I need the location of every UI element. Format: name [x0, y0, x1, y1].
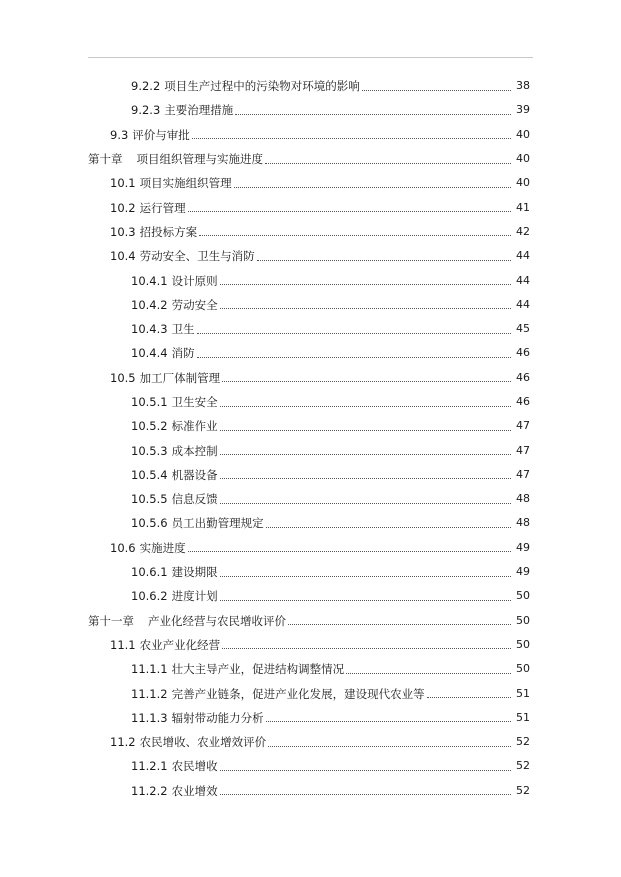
dot-leader [220, 430, 511, 431]
toc-entry-number: 10.5 [110, 370, 136, 385]
toc-entry-page-number: 49 [516, 565, 530, 579]
toc-entry-page-number: 46 [516, 370, 530, 384]
toc-entry-title: 信息反馈 [171, 492, 218, 507]
toc-entry-page-number: 39 [516, 103, 530, 117]
toc-entry[interactable] [0, 609, 621, 633]
toc-entry-number: 10.4.4 [131, 346, 168, 361]
dot-leader [220, 308, 511, 309]
toc-entry[interactable] [0, 730, 621, 754]
toc-entry-number: 9.3 [110, 127, 129, 142]
toc-entry-title: 加工厂体制管理 [139, 370, 221, 385]
dot-leader [234, 187, 511, 188]
dot-leader [362, 90, 511, 91]
toc-entry[interactable] [0, 463, 621, 487]
toc-entry-number: 9.2.2 [131, 79, 161, 94]
dot-leader [188, 211, 511, 212]
toc-entry-title: 招投标方案 [139, 224, 198, 239]
toc-entry-number: 10.6.1 [131, 565, 168, 580]
toc-entry[interactable] [0, 390, 621, 414]
toc-entry[interactable] [0, 317, 621, 341]
toc-entry-number: 9.2.3 [131, 103, 161, 118]
toc-entry-title: 农民增收 [171, 759, 218, 774]
toc-entry-number: 10.3 [110, 224, 136, 239]
toc-entry[interactable] [0, 74, 621, 98]
toc-entry-page-number: 48 [516, 516, 530, 530]
toc-entry-page-number: 50 [516, 589, 530, 603]
dot-leader [197, 357, 511, 358]
toc-entry-number: 第十一章 [88, 613, 134, 628]
toc-entry-number: 10.4.1 [131, 273, 168, 288]
toc-entry-page-number: 41 [516, 200, 530, 214]
toc-entry-page-number: 40 [516, 127, 530, 141]
toc-entry[interactable] [0, 657, 621, 681]
table-of-contents [0, 74, 621, 803]
toc-entry[interactable] [0, 147, 621, 171]
dot-leader [192, 138, 511, 139]
toc-entry-page-number: 38 [516, 79, 530, 93]
toc-entry-number: 11.2.2 [131, 783, 168, 798]
toc-entry-title: 实施进度 [139, 540, 186, 555]
toc-entry[interactable] [0, 754, 621, 778]
dot-leader [220, 454, 511, 455]
toc-entry-page-number: 52 [516, 759, 530, 773]
header-rule [88, 57, 533, 58]
toc-entry-title: 卫生安全 [171, 395, 218, 409]
toc-entry-title: 完善产业链条，促进产业化发展，建设现代农业等 [171, 686, 425, 701]
toc-entry-title: 卫生 [171, 322, 195, 337]
toc-entry[interactable] [0, 293, 621, 317]
toc-entry[interactable] [0, 633, 621, 657]
toc-entry-page-number: 44 [516, 297, 530, 311]
toc-entry-title: 农民增收、农业增效评价 [139, 735, 267, 750]
toc-entry-number: 10.4.2 [131, 297, 168, 312]
toc-entry-title: 机器设备 [171, 467, 218, 482]
toc-entry[interactable] [0, 414, 621, 438]
toc-entry[interactable] [0, 560, 621, 584]
toc-entry-page-number: 40 [516, 152, 530, 166]
toc-entry-page-number: 52 [516, 735, 530, 749]
dot-leader [427, 697, 511, 698]
dot-leader [288, 624, 511, 625]
dot-leader [220, 600, 511, 601]
dot-leader [220, 284, 511, 285]
dot-leader [265, 163, 511, 164]
dot-leader [266, 721, 511, 722]
toc-entry-title: 主要治理措施 [164, 103, 234, 118]
dot-leader [346, 673, 511, 674]
toc-entry-number: 10.4.3 [131, 322, 168, 337]
toc-entry-number: 10.4 [110, 249, 136, 264]
toc-entry-page-number: 42 [516, 224, 530, 238]
toc-entry[interactable] [0, 779, 621, 803]
toc-entry-title: 标准作业 [171, 419, 218, 434]
toc-entry-title: 运行管理 [139, 200, 186, 215]
dot-leader [220, 503, 511, 504]
toc-entry[interactable] [0, 98, 621, 122]
dot-leader [220, 576, 511, 577]
toc-entry-number: 11.1.3 [131, 710, 168, 725]
toc-entry-number: 11.1 [110, 637, 136, 652]
toc-entry-title: 项目实施组织管理 [139, 176, 232, 191]
dot-leader [222, 381, 511, 382]
toc-entry[interactable] [0, 244, 621, 268]
toc-entry-number: 10.5.1 [131, 395, 168, 409]
toc-entry-title: 壮大主导产业，促进结构调整情况 [171, 662, 345, 677]
toc-entry-number: 11.1.1 [131, 662, 168, 677]
toc-entry-number: 10.1 [110, 176, 136, 191]
dot-leader [220, 770, 511, 771]
toc-entry-title: 员工出勤管理规定 [171, 516, 264, 531]
toc-entry-number: 10.6 [110, 540, 136, 555]
toc-entry-title: 进度计划 [171, 589, 218, 604]
toc-entry[interactable] [0, 123, 621, 147]
toc-entry-page-number: 47 [516, 443, 530, 457]
toc-entry-page-number: 46 [516, 346, 530, 360]
toc-entry-title: 建设期限 [171, 565, 218, 580]
toc-entry-title: 辐射带动能力分析 [171, 710, 264, 725]
toc-entry[interactable] [0, 220, 621, 244]
toc-entry-title: 设计原则 [171, 273, 218, 288]
toc-entry-number: 10.5.5 [131, 492, 168, 507]
toc-entry-page-number: 44 [516, 273, 530, 287]
toc-entry[interactable] [0, 195, 621, 219]
dot-leader [220, 406, 511, 407]
toc-entry-page-number: 44 [516, 249, 530, 263]
dot-leader [197, 333, 511, 334]
toc-entry-page-number: 40 [516, 176, 530, 190]
dot-leader [266, 527, 511, 528]
toc-entry[interactable] [0, 438, 621, 462]
toc-entry-number: 10.5.6 [131, 516, 168, 531]
toc-entry-number: 11.1.2 [131, 686, 168, 701]
toc-entry-title: 消防 [171, 346, 195, 361]
toc-entry-number: 10.5.4 [131, 467, 168, 482]
toc-entry-page-number: 45 [516, 322, 530, 336]
dot-leader [220, 478, 511, 479]
toc-entry[interactable] [0, 706, 621, 730]
toc-entry-title: 产业化经营与农民增收评价 [148, 613, 286, 628]
toc-entry-number: 10.2 [110, 200, 136, 215]
toc-entry[interactable] [0, 366, 621, 390]
toc-entry[interactable] [0, 681, 621, 705]
toc-entry-title: 劳动安全 [171, 297, 218, 312]
toc-entry-number: 10.5.3 [131, 443, 168, 458]
toc-entry[interactable] [0, 511, 621, 535]
toc-entry[interactable] [0, 341, 621, 365]
dot-leader [220, 794, 511, 795]
toc-entry-page-number: 46 [516, 395, 530, 408]
toc-entry-title: 成本控制 [171, 443, 218, 458]
toc-entry-title: 农业增效 [171, 783, 218, 798]
toc-entry-title: 项目组织管理与实施进度 [136, 152, 263, 167]
toc-entry[interactable] [0, 487, 621, 511]
dot-leader [268, 746, 511, 747]
toc-entry-page-number: 47 [516, 467, 530, 481]
toc-entry[interactable] [0, 584, 621, 608]
dot-leader [188, 551, 511, 552]
dot-leader [235, 114, 511, 115]
toc-entry-page-number: 49 [516, 540, 530, 554]
toc-entry[interactable] [0, 536, 621, 560]
dot-leader [199, 235, 511, 236]
toc-entry-number: 10.5.2 [131, 419, 168, 434]
toc-entry[interactable] [0, 268, 621, 292]
toc-entry-title: 项目生产过程中的污染物对环境的影响 [164, 79, 360, 94]
toc-entry-title: 评价与审批 [132, 127, 190, 142]
toc-entry-page-number: 51 [516, 686, 530, 700]
dot-leader [257, 260, 511, 261]
toc-entry-number: 10.6.2 [131, 589, 168, 604]
toc-entry-title: 劳动安全、卫生与消防 [139, 249, 255, 264]
toc-entry-page-number: 50 [516, 613, 530, 627]
toc-entry-page-number: 51 [516, 710, 530, 724]
toc-entry-number: 11.2.1 [131, 759, 168, 774]
dot-leader [222, 648, 511, 649]
toc-entry-page-number: 50 [516, 637, 530, 651]
toc-entry-page-number: 52 [516, 783, 530, 797]
toc-entry-number: 11.2 [110, 735, 136, 750]
toc-entry[interactable] [0, 171, 621, 195]
toc-entry-page-number: 47 [516, 419, 530, 433]
toc-entry-page-number: 48 [516, 492, 530, 506]
toc-entry-page-number: 50 [516, 662, 530, 676]
toc-entry-number: 第十章 [88, 152, 123, 167]
toc-entry-title: 农业产业化经营 [139, 637, 221, 652]
